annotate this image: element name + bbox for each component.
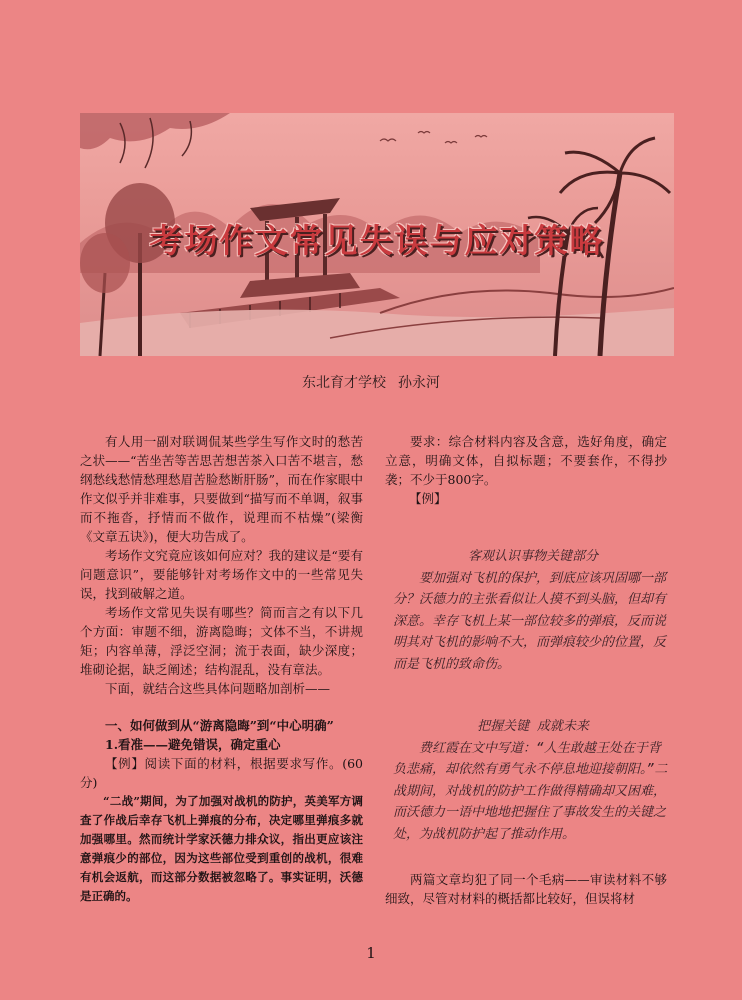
essay-title: 客观认识事物关键部分 bbox=[467, 549, 598, 564]
material-text: “二战”期间，为了加强对战机的防护，英美军方调查了作战后幸存飞机上弹痕的分布，决定哪里弹痕多就加强哪里。然而统计学家沃德力排众议，指出更应该注意弹痕少的部位，因为这些部位受到重创的战机，很难有机会返航，而这部分数据被忽略了。事实证明，沃德是正确的。 bbox=[80, 794, 363, 903]
section-heading: 一、如何做到从“游离隐晦”到“中心明确” bbox=[105, 718, 334, 733]
header-banner bbox=[80, 113, 674, 356]
example-label: 【例】 bbox=[409, 491, 447, 506]
page-number: 1 bbox=[366, 944, 376, 962]
paragraph: 下面，就结合这些具体问题略加剖析—— bbox=[105, 681, 331, 696]
paragraph: 有人用一副对联调侃某些学生写作文时的愁苦之状——“苦坐苦等苦思苦想苦茶入口苦不堪言，愁纲愁线愁情愁理愁眉苦脸愁断肝肠”，而在作家眼中作文似乎并非难事，只要做到“描写而不单调，叙事而不拖沓，抒情而不做作，说理而不枯燥”(梁衡《文章五诀》)，便大功告成了。 bbox=[80, 434, 363, 544]
essay-body: 要加强对飞机的保护，到底应该巩固哪一部分？沃德力的主张看似让人摸不到头脑，但却有深意。幸存飞机上某一部位较多的弹痕，反而说明其对飞机的影响不大，而弹痕较少的位置，反而是飞机的致命伤。 bbox=[393, 570, 667, 672]
analysis-text bbox=[385, 870, 667, 908]
right-column bbox=[385, 432, 667, 508]
requirement-text: 要求：综合材料内容及含意，选好角度，确定立意，明确文体，自拟标题；不要套作，不得抄袭；不少于800字。 bbox=[385, 434, 667, 487]
student-essay-2 bbox=[393, 716, 673, 845]
left-column bbox=[80, 432, 363, 906]
example-prompt: 【例】阅读下面的材料，根据要求写作。(60分) bbox=[80, 756, 363, 790]
student-essay-1 bbox=[393, 546, 673, 675]
article-title: 考场作文常见失误与应对策略 bbox=[149, 221, 605, 260]
author-name: 孙永河 bbox=[398, 375, 440, 391]
paragraph: 两篇文章均犯了同一个毛病——审读材料不够细致，尽管对材料的概括都比较好，但误将材 bbox=[385, 872, 667, 906]
essay-body: 费红霞在文中写道：“人生敢越王处在于背负悲痛，却依然有勇气永不停息地迎接朝阳。”二战期间，对战机的防护工作做得精确却又困难，而沃德力一语中地地把握住了事故发生的关键之处，为战机防护起了推动作用。 bbox=[393, 740, 668, 842]
author-line bbox=[0, 372, 742, 392]
essay-title: 把握关键 成就未来 bbox=[477, 719, 589, 734]
paragraph: 考场作文常见失误有哪些？简而言之有以下几个方面：审题不细，游离隐晦；文体不当，不讲规矩；内容单薄，浮泛空洞；流于表面，缺少深度；堆砌论据，缺乏阐述；结构混乱，没有章法。 bbox=[80, 605, 363, 677]
paragraph: 考场作文究竟应该如何应对？我的建议是“要有问题意识”，要能够针对考场作文中的一些常见失误，找到破解之道。 bbox=[80, 548, 363, 601]
subsection-heading: 1.看准——避免错误，确定重心 bbox=[105, 737, 281, 752]
author-school: 东北育才学校 bbox=[302, 375, 386, 391]
